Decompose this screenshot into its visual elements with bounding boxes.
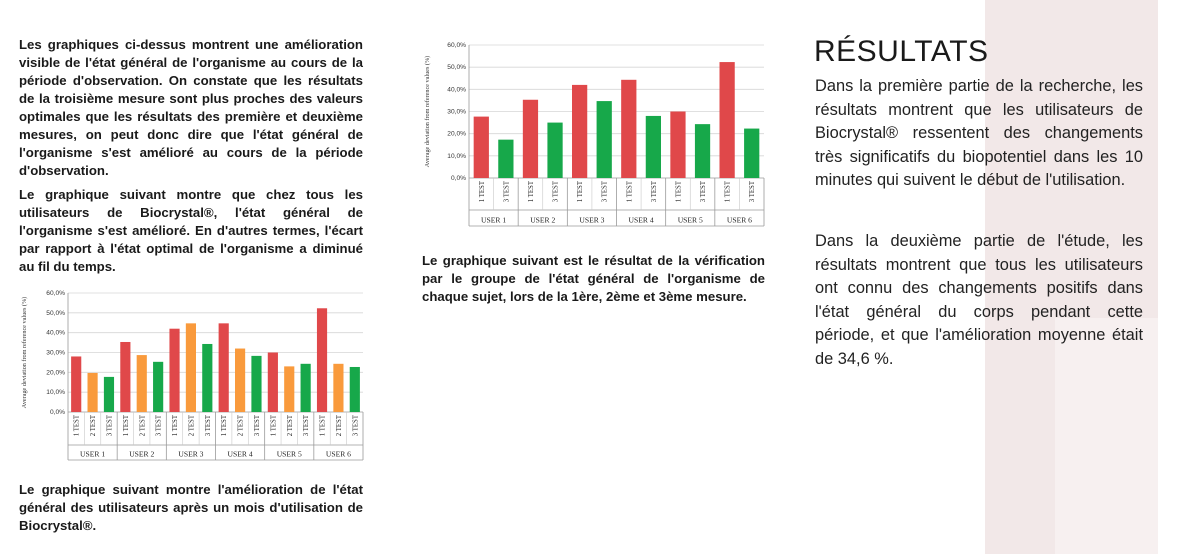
chart-left-bar-user-6-2-test xyxy=(333,364,343,412)
chart-middle-svg xyxy=(420,38,768,231)
chart-left-bar-user-1-2-test xyxy=(88,373,98,412)
chart-middle-group-label: USER 5 xyxy=(677,215,703,225)
chart-middle-group-label: USER 3 xyxy=(579,215,605,225)
chart-middle-group-label: USER 2 xyxy=(530,215,556,225)
chart-left-bar-user-1-1-test xyxy=(71,356,81,412)
chart-left-bar-label: 2 TEST xyxy=(90,415,98,437)
chart-left-bar-label: 1 TEST xyxy=(221,415,229,437)
chart-left-bar-user-4-3-test xyxy=(251,356,261,412)
chart-middle-y-tick-label: 10,0% xyxy=(447,152,466,160)
chart-left-group-label: USER 5 xyxy=(276,449,302,459)
chart-left-bar-user-4-2-test xyxy=(235,349,245,412)
chart-middle-bar-user-2-3-test xyxy=(547,123,562,178)
chart-middle-bar-label: 3 TEST xyxy=(700,181,708,203)
chart-left-bar-user-6-1-test xyxy=(317,308,327,412)
chart-left-y-tick-label: 20,0% xyxy=(46,369,65,377)
chart-middle-y-tick-label: 0,0% xyxy=(450,175,466,182)
page-edge xyxy=(1158,0,1187,554)
chart-middle-y-tick-label: 40,0% xyxy=(447,86,466,94)
chart-left-group-label: USER 4 xyxy=(227,449,253,459)
chart-middle-bar-label: 3 TEST xyxy=(601,181,609,203)
chart-left-y-tick-label: 40,0% xyxy=(46,329,65,337)
chart-middle-group-label: USER 4 xyxy=(628,215,654,225)
results-title: RÉSULTATS xyxy=(814,35,989,68)
chart-middle-bar-user-1-3-test xyxy=(498,140,513,178)
chart-left-bar-user-5-3-test xyxy=(301,364,311,412)
chart-left-bar-user-2-1-test xyxy=(120,342,130,412)
chart-left-group-label: USER 6 xyxy=(325,449,351,459)
chart-middle-y-tick-label: 30,0% xyxy=(447,108,466,116)
chart-middle-bar-label: 3 TEST xyxy=(749,181,757,203)
chart-middle-bar-label: 1 TEST xyxy=(724,181,732,203)
chart-middle-bar-user-1-1-test xyxy=(474,117,489,178)
middle-caption xyxy=(422,252,765,306)
chart-middle-group-label: USER 1 xyxy=(481,215,507,225)
left-caption xyxy=(19,481,363,535)
chart-left-bar-user-3-3-test xyxy=(202,344,212,412)
chart-left xyxy=(17,286,364,466)
chart-middle-bar-label: 3 TEST xyxy=(552,181,560,203)
chart-left-bar-label: 3 TEST xyxy=(106,415,114,437)
middle-caption-text: Le graphique suivant est le résultat de la vérification par le groupe de l'état général de l'organisme de chaque sujet, lors de la 1ère, 2ème et 3ème mesure. xyxy=(422,253,765,304)
chart-left-bar-user-2-2-test xyxy=(137,355,147,412)
chart-left-bar-label: 2 TEST xyxy=(335,415,343,437)
chart-left-y-tick-label: 0,0% xyxy=(49,409,65,416)
chart-left-bar-label: 2 TEST xyxy=(237,415,245,437)
chart-left-bar-label: 1 TEST xyxy=(270,415,278,437)
chart-left-bar-label: 2 TEST xyxy=(188,415,196,437)
chart-middle xyxy=(420,38,768,231)
chart-middle-bar-label: 1 TEST xyxy=(478,181,486,203)
chart-middle-y-tick-label: 20,0% xyxy=(447,130,466,138)
chart-left-bar-label: 3 TEST xyxy=(352,415,360,437)
chart-left-bar-label: 1 TEST xyxy=(73,415,81,437)
chart-middle-bar-user-6-1-test xyxy=(720,62,735,178)
left-paragraph-2: Le graphique suivant montre que chez tous les utilisateurs de Biocrystal®, l'état général de l'organisme s'est amélioré. En d'autres termes, l'écart par rapport à l'état optimal de l'organisme a diminué au fil du temps. xyxy=(19,187,363,274)
chart-left-y-tick-label: 50,0% xyxy=(46,309,65,317)
chart-middle-bar-label: 1 TEST xyxy=(626,181,634,203)
chart-left-bar-user-3-1-test xyxy=(169,329,179,412)
chart-left-bar-user-6-3-test xyxy=(350,367,360,412)
chart-middle-bar-user-3-1-test xyxy=(572,85,587,178)
chart-left-bar-label: 1 TEST xyxy=(319,415,327,437)
chart-middle-bar-user-6-3-test xyxy=(744,129,759,178)
chart-left-group-label: USER 1 xyxy=(80,449,106,459)
chart-left-bar-label: 2 TEST xyxy=(286,415,294,437)
chart-middle-bar-user-2-1-test xyxy=(523,100,538,178)
chart-middle-bar-user-3-3-test xyxy=(597,101,612,178)
chart-left-bar-label: 3 TEST xyxy=(253,415,261,437)
chart-middle-bar-user-4-3-test xyxy=(646,116,661,178)
chart-middle-bar-label: 1 TEST xyxy=(527,181,535,203)
chart-middle-bar-label: 3 TEST xyxy=(503,181,511,203)
chart-middle-bar-label: 3 TEST xyxy=(650,181,658,203)
chart-middle-bar-label: 1 TEST xyxy=(577,181,585,203)
chart-left-bar-label: 1 TEST xyxy=(172,415,180,437)
chart-left-group-label: USER 2 xyxy=(129,449,155,459)
chart-left-bar-user-5-1-test xyxy=(268,353,278,413)
results-paragraph-2: Dans la deuxième partie de l'étude, les résultats montrent que tous les utilisateurs ont connu des changements positifs dans l'état général du corps pendant cette période, et que l'amélioration moyenne était de 34,6 %. xyxy=(815,232,1143,368)
chart-left-group-label: USER 3 xyxy=(178,449,204,459)
chart-middle-y-tick-label: 50,0% xyxy=(447,64,466,72)
chart-middle-y-tick-label: 60,0% xyxy=(447,42,466,49)
chart-left-bar-label: 3 TEST xyxy=(155,415,163,437)
chart-left-y-tick-label: 10,0% xyxy=(46,389,65,397)
chart-left-bar-user-2-3-test xyxy=(153,362,163,412)
left-caption-text: Le graphique suivant montre l'amélioration de l'état général des utilisateurs après un mois d'utilisation de Biocrystal®. xyxy=(19,482,363,533)
chart-middle-group-label: USER 6 xyxy=(726,215,752,225)
chart-left-bar-user-5-2-test xyxy=(284,366,294,412)
chart-left-y-axis-title: Average deviation from reference values (%) xyxy=(21,296,28,409)
chart-middle-bar-user-5-3-test xyxy=(695,124,710,178)
chart-left-bar-label: 3 TEST xyxy=(204,415,212,437)
chart-middle-bar-user-5-1-test xyxy=(670,112,685,179)
chart-middle-bar-user-4-1-test xyxy=(621,80,636,178)
chart-left-bar-user-1-3-test xyxy=(104,377,114,412)
chart-left-y-tick-label: 60,0% xyxy=(46,290,65,297)
chart-left-bar-user-3-2-test xyxy=(186,323,196,412)
chart-left-bar-user-4-1-test xyxy=(219,323,229,412)
left-paragraph-1: Les graphiques ci-dessus montrent une amélioration visible de l'état général de l'organisme au cours de la période d'observation. On constate que les résultats de la troisième mesure sont plus proches des valeurs optimales que les résultats des première et deuxième mesures, on peut donc dire que l'état général de l'organisme s'est amélioré au cours de la période d'observation. xyxy=(19,37,363,178)
chart-middle-y-axis-title: Average deviation from reference values (%) xyxy=(424,55,431,168)
chart-left-svg xyxy=(17,286,364,466)
left-text-block xyxy=(19,36,363,276)
chart-middle-bar-label: 1 TEST xyxy=(675,181,683,203)
results-paragraph-1: Dans la première partie de la recherche, les résultats montrent que les utilisateurs de Biocrystal® ressentent des changements très significatifs du biopotentiel dans les 10 minutes qui suivent le début de l'utilisation. xyxy=(815,77,1143,189)
chart-left-y-tick-label: 30,0% xyxy=(46,349,65,357)
chart-left-bar-label: 2 TEST xyxy=(139,415,147,437)
chart-left-bar-label: 3 TEST xyxy=(303,415,311,437)
chart-left-bar-label: 1 TEST xyxy=(122,415,130,437)
